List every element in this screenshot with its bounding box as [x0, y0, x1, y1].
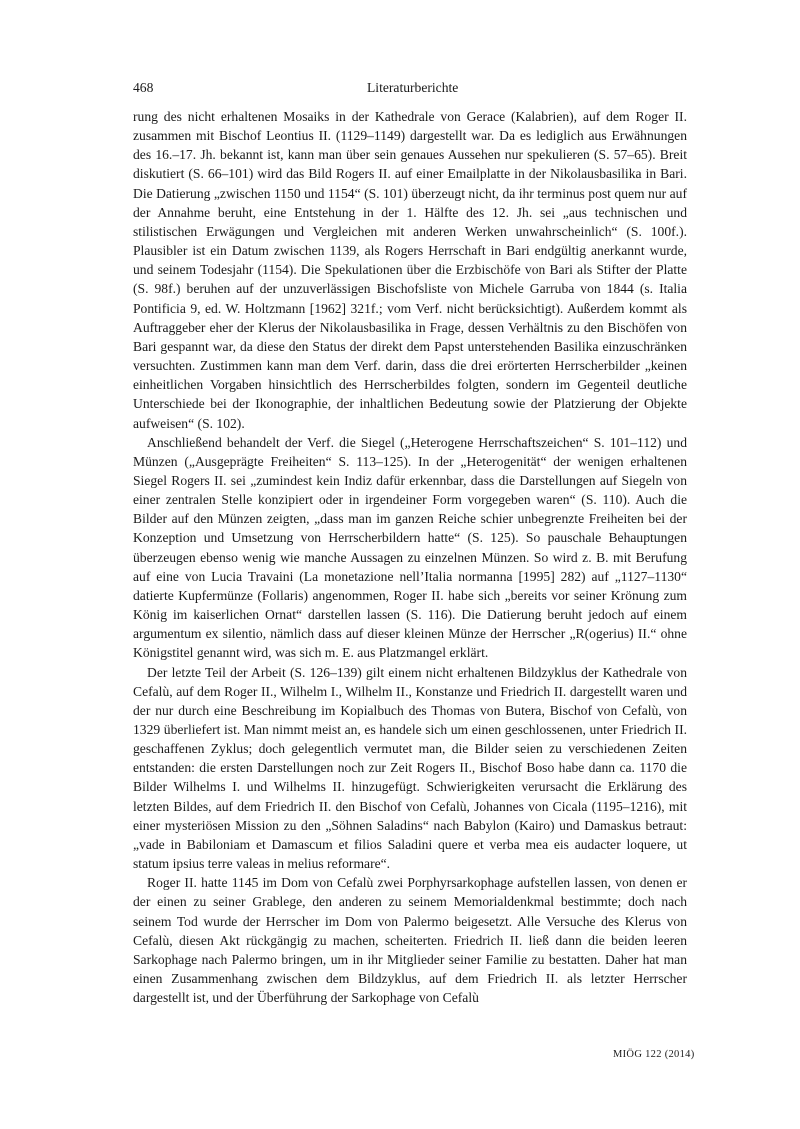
journal-footer: MIÖG 122 (2014) — [613, 1049, 695, 1060]
paragraph: Anschließend behandelt der Verf. die Siegel („Heterogene Herrschaftszeichen“ S. 101–112) und Münzen („Ausgeprägte Freiheiten“ S. 113–125). In der „Heterogenität“ der wenigen erhaltenen Siegel Rogers II. sei „zumindest kein Indiz dafür erkennbar, dass die Darstellungen auf Siegeln von einer zentralen Stelle konzipiert oder in irgendeiner Form vorgegeben waren“ (S. 110). Auch die Bilder auf den Münzen zeigten, „dass man im ganzen Reiche schier unbegrenzte Freiheiten bei der Konzeption und Umsetzung von Herrscherbildern hatte“ (S. 125). So pauschale Behauptungen überzeugen ebenso wenig wie manche Aussagen zu einzelnen Münzen. So wird z. B. mit Berufung auf eine von Lucia Travaini (La monetazione nell’Italia normanna [1995] 282) auf „1127–1130“ datierte Kupfermünze (Follaris) angenommen, Roger II. habe sich „bereits vor seiner Krönung zum König im kaiserlichen Ornat“ darstellen lassen (S. 116). Die Datierung beruht jedoch auf einem argumentum ex silentio, nämlich dass auf dieser kleinen Münze der Herrscher „R(ogerius) II.“ ohne Königstitel genannt wird, was sich m. E. aus Platzmangel erklärt. — [133, 434, 687, 661]
paragraph: Roger II. hatte 1145 im Dom von Cefalù zwei Porphyrsarkophage aufstellen lassen, von denen er der einen zu seiner Grablege, den anderen zu seinem Memorialdenkmal bestimmte; doch nach seinem Tod wurde der Herrscher im Dom von Palermo beigesetzt. Alle Versuche des Klerus von Cefalù, diesen Akt rückgängig zu machen, scheiterten. Friedrich II. ließ dann die beiden leeren Sarkophage nach Palermo bringen, um in ihr Mitglieder seiner Familie zu bestatten. Daher hat man einen Zusammenhang zwischen dem Bildzyklus, auf dem Friedrich II. als letzter Herrscher dargestellt ist, und der Überführung der Sarkophage von Cefalù — [133, 875, 687, 1006]
running-title: Literaturberichte — [367, 80, 459, 95]
page-number: 468 — [133, 80, 154, 95]
page-header — [133, 78, 687, 98]
paragraph: Der letzte Teil der Arbeit (S. 126–139) gilt einem nicht erhaltenen Bildzyklus der Kathedrale von Cefalù, auf dem Roger II., Wilhelm I., Wilhelm II., Konstanze und Friedrich II. dargestellt waren und der nur durch eine Beschreibung im Kopialbuch des Thomas von Butera, Bischof von Cefalù, von 1329 überliefert ist. Man nimmt meist an, es handele sich um einen geschlossenen, unter Friedrich II. geschaffenen Zyklus; doch gelegentlich vermutet man, die Bilder seien zu verschiedenen Zeiten entstanden: die ersten Darstellungen noch zur Zeit Rogers II., Bischof Boso habe dann ca. 1170 die Bilder Wilhelms I. und Wilhelms II. hinzugefügt. Schwierigkeiten verursacht die Erklärung des letzten Bildes, auf dem Friedrich II. den Bischof von Cefalù, Johannes von Cicala (1195–1216), mit einer mysteriösen Mission zu den „Söhnen Saladins“ nach Babylon (Kairo) und Damaskus betraut: „vade in Babiloniam et Damascum et filios Saladini quere et verba mea eis audacter loquere, ut statum ipsius terre valeas in melius reformare“. — [133, 664, 687, 872]
body-text — [133, 107, 687, 1007]
paragraph: rung des nicht erhaltenen Mosaiks in der Kathedrale von Gerace (Kalabrien), auf dem Roger II. zusammen mit Bischof Leontius II. (1129–1149) dargestellt war. Da es lediglich aus Erwähnungen des 16.–17. Jh. bekannt ist, kann man über sein genaues Aussehen nur spekulieren (S. 57–65). Breit diskutiert (S. 66–101) wird das Bild Rogers II. auf einer Emailplatte in der Nikolausbasilika in Bari. Die Datierung „zwischen 1150 und 1154“ (S. 101) überzeugt nicht, da ihr terminus post quem nur auf der Annahme beruht, eine Entstehung in der 1. Hälfte des 12. Jh. sei „aus technischen und stilistischen Erwägungen und Vergleichen mit anderen Werken unwahrscheinlich“ (S. 100f.). Plausibler ist ein Datum zwischen 1139, als Rogers Herrschaft in Bari endgültig anerkannt wurde, und seinem Todesjahr (1154). Die Spekulationen über die Erzbischöfe von Bari als Stifter der Platte (S. 98f.) beruhen auf der unzuverlässigen Bischofsliste von Michele Garruba von 1844 (s. Italia Pontificia 9, ed. W. Holtzmann [1962] 321f.; vom Verf. nicht berücksichtigt). Außerdem kommt als Auftraggeber eher der Klerus der Nikolausbasilika in Frage, dessen Verhältnis zu den Bischöfen von Bari gespannt war, da diese den Status der direkt dem Papst unterstehenden Basilika einzuschränken versuchten. Zustimmen kann man dem Verf. darin, dass die drei erörterten Herrscherbilder „keinen einheitlichen Vorgaben hinsichtlich des Herrscherbildes folgten, sondern im Gegenteil deutliche Unterschiede bei der Ikonographie, der inhaltlichen Bedeutung sowie der Platzierung der Objekte aufweisen“ (S. 102). — [133, 109, 687, 431]
